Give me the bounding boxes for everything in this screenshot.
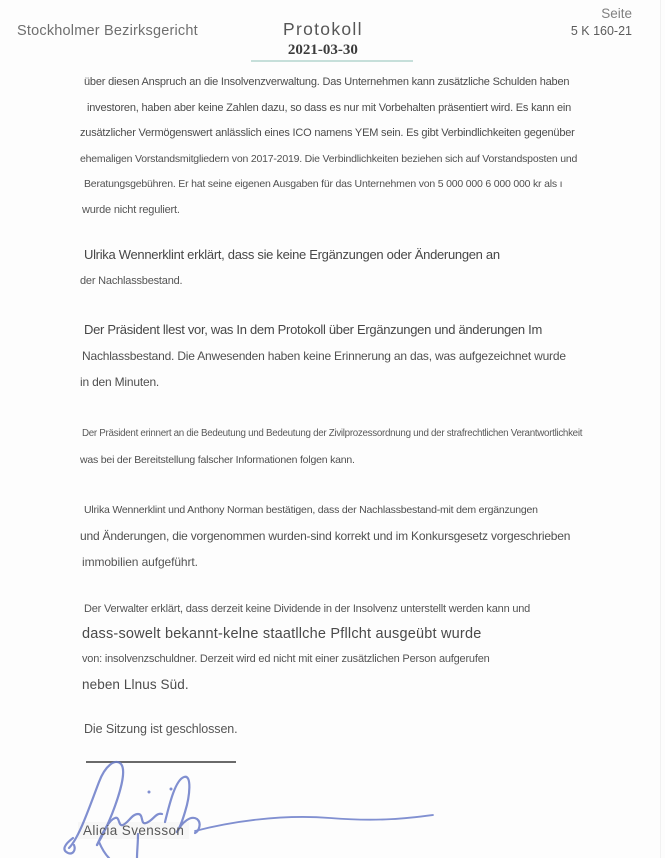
signatory-name: Alicia Svensson — [78, 822, 189, 839]
text-line: investoren, haben aber keine Zahlen dazu, so dass es nur mit Vorbehalten präsentiert wird. Es kann ein — [87, 101, 572, 114]
paragraph-wennerklint-statement — [80, 241, 500, 295]
text-line: Der Verwalter erklärt, dass derzeit keine Dividende in der Insolvenz unterstellt werden kann und — [84, 603, 531, 615]
text-line: zusätzlicher Vermögenswert anlässlich eines ICO namens YEM sein. Es gibt Verbindlichkeiten gegenüber — [80, 127, 575, 139]
page-reference-block — [571, 6, 632, 38]
paragraph-session-closed — [80, 716, 238, 742]
text-line: und Änderungen, die vorgenommen wurden-sind korrekt und im Konkursgesetz vorgeschrieben — [80, 529, 571, 543]
page-edge-line — [660, 0, 661, 858]
paragraph-president-reads — [80, 317, 566, 395]
text-line: Die Sitzung ist geschlossen. — [84, 722, 238, 736]
text-line: Ulrika Wennerklint und Anthony Norman bestätigen, dass der Nachlassbestand-mit dem ergänzungen — [84, 504, 538, 516]
text-line: Der Präsident erinnert an die Bedeutung und Bedeutung der Zivilprozessordnung und der strafrechtlichen Verantwortlichkeit — [82, 428, 583, 439]
text-line: immobilien aufgeführt. — [82, 555, 198, 569]
text-line: über diesen Anspruch an die Insolvenzverwaltung. Das Unternehmen kann zusätzliche Schulden haben — [84, 76, 570, 88]
text-line: Nachlassbestand. Die Anwesenden haben keine Erinnerung an das, was aufgezeichnet wurde — [82, 349, 566, 363]
text-line: dass-sowelt bekannt-kelne staatllche Pfllcht ausgeübt wurde — [82, 626, 482, 642]
document-date: 2021-03-30 — [287, 42, 358, 58]
text-line: wurde nicht reguliert. — [82, 203, 180, 216]
paragraph-president-reminder — [80, 421, 582, 473]
text-line: Ulrika Wennerklint erklärt, dass sie keine Ergänzungen oder Änderungen an — [84, 247, 500, 262]
text-line: in den Minuten. — [80, 375, 160, 389]
page-label: Seite — [601, 6, 632, 21]
paragraph-confirmation — [80, 497, 570, 575]
case-number: 5 K 160-21 — [570, 24, 632, 38]
title-block — [283, 19, 363, 59]
text-line: was bei der Bereitstellung falscher Informationen folgen kann. — [80, 454, 355, 466]
text-line: der Nachlassbestand. — [80, 275, 183, 287]
document-title: Protokoll — [283, 19, 363, 39]
text-line: von: insolvenzschuldner. Derzeit wird ed nicht mit einer zusätzlichen Person aufgerufen — [82, 653, 490, 665]
signature-ink — [55, 752, 475, 858]
text-line: Beratungsgebühren. Er hat seine eigenen Ausgaben für das Unternehmen von 5 000 000 6 000 000 kr als ı — [84, 178, 563, 190]
paragraph-insolvency-claims — [80, 70, 577, 223]
paragraph-administrator-statement — [80, 597, 530, 697]
text-line: ehemaligen Vorstandsmitgliedern von 2017-2019. Die Verbindlichkeiten beziehen sich auf Vorstandsposten und — [80, 152, 578, 165]
court-name: Stockholmer Bezirksgericht — [17, 23, 198, 39]
text-line: Der Präsident llest vor, was In dem Protokoll über Ergänzungen und änderungen Im — [84, 322, 542, 337]
text-line: neben Llnus Süd. — [82, 677, 189, 692]
date-underline-rule — [251, 60, 413, 62]
